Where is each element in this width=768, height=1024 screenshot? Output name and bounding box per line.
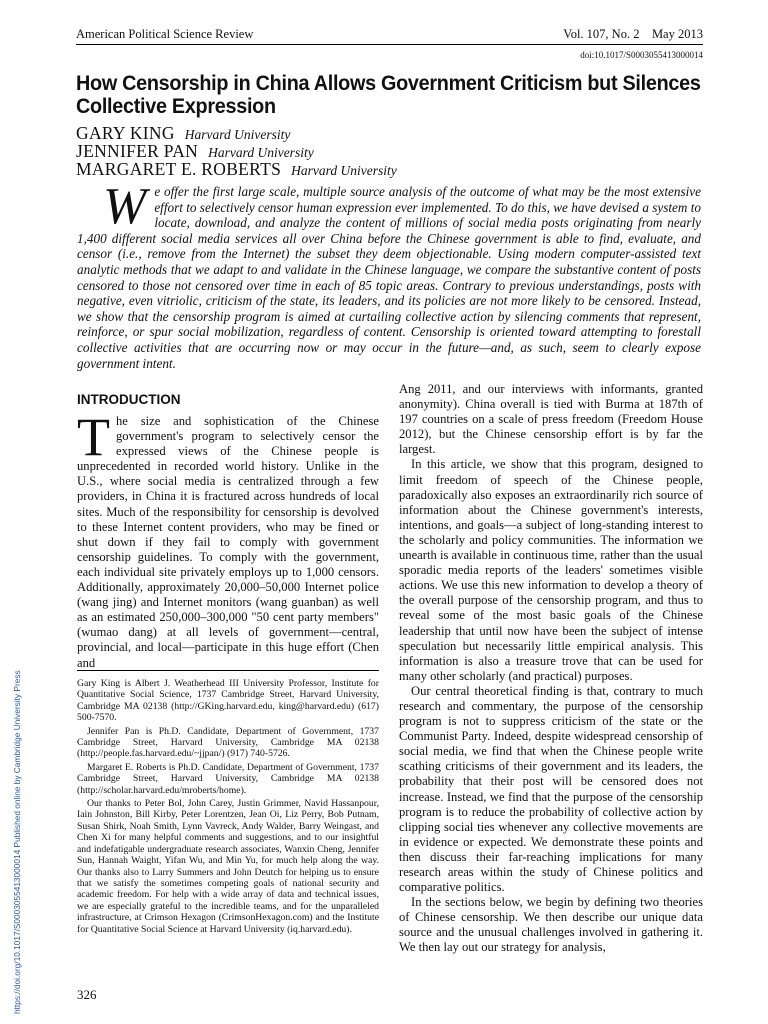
body-paragraph: Our central theoretical finding is that, contrary to much research and commentary, the purpose of the censorship program is not to suppress criticism of the state or the Communist Party. Indeed, despite widespread censorship of social media, we find that when the Chinese people write scathing criticisms of their government and its leaders, the probability that their post will be censored does not increase. Instead, we find that the purpose of the censorship program is to reduce the probability of collective action by clipping social ties whenever any collective movements are in evidence or expected. We demonstrate these points and then discuss their far-reaching implications for many research areas within the study of Chinese politics and comparative politics.: [399, 683, 703, 895]
intro-left-column: [77, 407, 379, 671]
header-rule: [76, 44, 703, 45]
body-paragraph: In the sections below, we begin by defining two theories of Chinese censorship. We then describe our unique data source and the unusual challenges involved in gathering it. We then lay out our strategy for analysis,: [399, 895, 703, 955]
author-footnotes: [77, 678, 379, 937]
volume-issue-date: Vol. 107, No. 2 May 2013: [563, 27, 703, 41]
abstract: [77, 178, 701, 371]
author-affiliation: Harvard University: [208, 145, 314, 160]
intro-right-column: [399, 382, 703, 956]
footnote-paragraph: Our thanks to Peter Bol, John Carey, Justin Grimmer, Navid Hassanpour, Iain Johnston, Bill Kirby, Peter Lorentzen, Jean Oi, Liz Perry, Bob Putnam, Susan Shirk, Noah Smith, Lynn Vavreck, Andy Walder, Barry Weingast, and Chen Xi for many helpful comments and suggestions, and to our insightful and indefatigable undergraduate research associates, Wanxin Cheng, Jennifer Sun, Hannah Waight, Yifan Wu, and Min Yu, for much help along the way. Our thanks also to Larry Summers and John Deutch for helping us to ensure that we satisfy the sometimes competing goals of national security and academic freedom. For help with a wide array of data and technical issues, we are especially grateful to the incredible teams, and for the unparalleled infrastructure, at Crimson Hexagon (CrimsonHexagon.com) and the Institute for Quantitative Social Science at Harvard University (iq.harvard.edu).: [77, 798, 379, 935]
author-affiliation: Harvard University: [184, 127, 291, 142]
footnote-paragraph: Gary King is Albert J. Weatherhead III University Professor, Institute for Quantitative Social Science, 1737 Cambridge Street, Harvard University, Cambridge MA 02138 (http://GKing.harvard.edu, king@harvard.edu) (617) 500-7570.: [77, 678, 379, 724]
author-name: GARY KING: [76, 123, 175, 143]
article-title: How Censorship in China Allows Government Criticism but Silences Collective Expression: [76, 71, 701, 118]
author-affiliation: Harvard University: [291, 163, 397, 178]
intro-left-text: he size and sophistication of the Chinese government's program to selectively censor the expressed views of the Chinese people is unprecedented in recorded world history. Unlike in the U.S., where social media is centralized through a few providers, in China it is fractured across hundreds of local sites. Much of the responsibility for censorship is devolved to these Internet content providers, who may be fined or shut down if they fail to comply with government censorship guidelines. To comply with the government, each individual site privately employs up to 1,000 censors. Additionally, approximately 20,000–50,000 Internet police (wang jing) and Internet monitors (wang guanban) as well as an estimated 250,000–300,000 "50 cent party members" (wumao dang) at all levels of government—central, provincial, and local—participate in this huge effort (Chen and: [77, 414, 379, 670]
author-name: JENNIFER PAN: [76, 141, 199, 161]
publisher-side-note[interactable]: https://doi.org/10.1017/S0003055413000014 Published online by Cambridge University Press: [12, 670, 22, 1014]
section-heading-introduction: INTRODUCTION: [77, 392, 181, 407]
author-line: [76, 160, 397, 180]
body-paragraph: Ang 2011, and our interviews with informants, granted anonymity). China overall is tied with Burma at 187th of 197 countries on a scale of press freedom (Freedom House 2012), but the Chinese censorship effort is by far the largest.: [399, 382, 703, 457]
page-number: 326: [77, 987, 97, 1002]
footnote-rule: [77, 670, 379, 671]
abstract-text: e offer the first large scale, multiple source analysis of the outcome of what may be the most extensive effort to selectively censor human expression ever implemented. To do this, we have devised a system to locate, download, and analyze the content of millions of social media posts originating from nearly 1,400 different social media services all over China before the Chinese government is able to find, evaluate, and censor (i.e., remove from the Internet) the subset they deem objectionable. Using modern computer-assisted text analytic methods that we adapt to and validate in the Chinese language, we compare the substantive content of posts censored to those not censored over time in each of 85 topic areas. Contrary to previous understandings, posts with negative, even vitriolic, criticism of the state, its leaders, and its policies are not more likely to be censored. Instead, we show that the censorship program is aimed at curtailing collective action by silencing comments that represent, reinforce, or spur social mobilization, regardless of content. Censorship is oriented toward attempting to forestall collective activities that are occurring now or may occur in the future—and, as such, seem to clearly expose government intent.: [77, 184, 701, 371]
footnote-paragraph: Jennifer Pan is Ph.D. Candidate, Department of Government, 1737 Cambridge Street, Harvard University, Cambridge MA 02138 (http://people.fas.harvard.edu/~jjpan/) (917) 740-5726.: [77, 725, 379, 760]
doi-label[interactable]: doi:10.1017/S0003055413000014: [580, 50, 703, 60]
body-paragraph: In this article, we show that this program, designed to limit freedom of speech of the Chinese people, paradoxically also exposes an extraordinarily rich source of information about the Chinese government's interests, intentions, and goals—a subject of long-standing interest to the scholarly and policy communities. The information we unearth is available in continuous time, rather than the usual sporadic media reports of the leaders' sometimes visible actions. We use this new information to develop a theory of the overall purpose of the censorship program, and thus to reveal some of the most basic goals of the Chinese leadership that until now have been the subject of intense speculation but necessarily little empirical analysis. This information is also a treasure trove that can be used for many other scholarly (and practical) purposes.: [399, 457, 703, 683]
journal-name: American Political Science Review: [76, 27, 254, 41]
author-name: MARGARET E. ROBERTS: [76, 159, 282, 179]
footnote-paragraph: Margaret E. Roberts is Ph.D. Candidate, Department of Government, 1737 Cambridge Street, Harvard University, Cambridge MA 02138 (http://scholar.harvard.edu/mroberts/home).: [77, 761, 379, 796]
abstract-dropcap: W: [103, 178, 147, 235]
intro-dropcap: T: [77, 407, 110, 467]
